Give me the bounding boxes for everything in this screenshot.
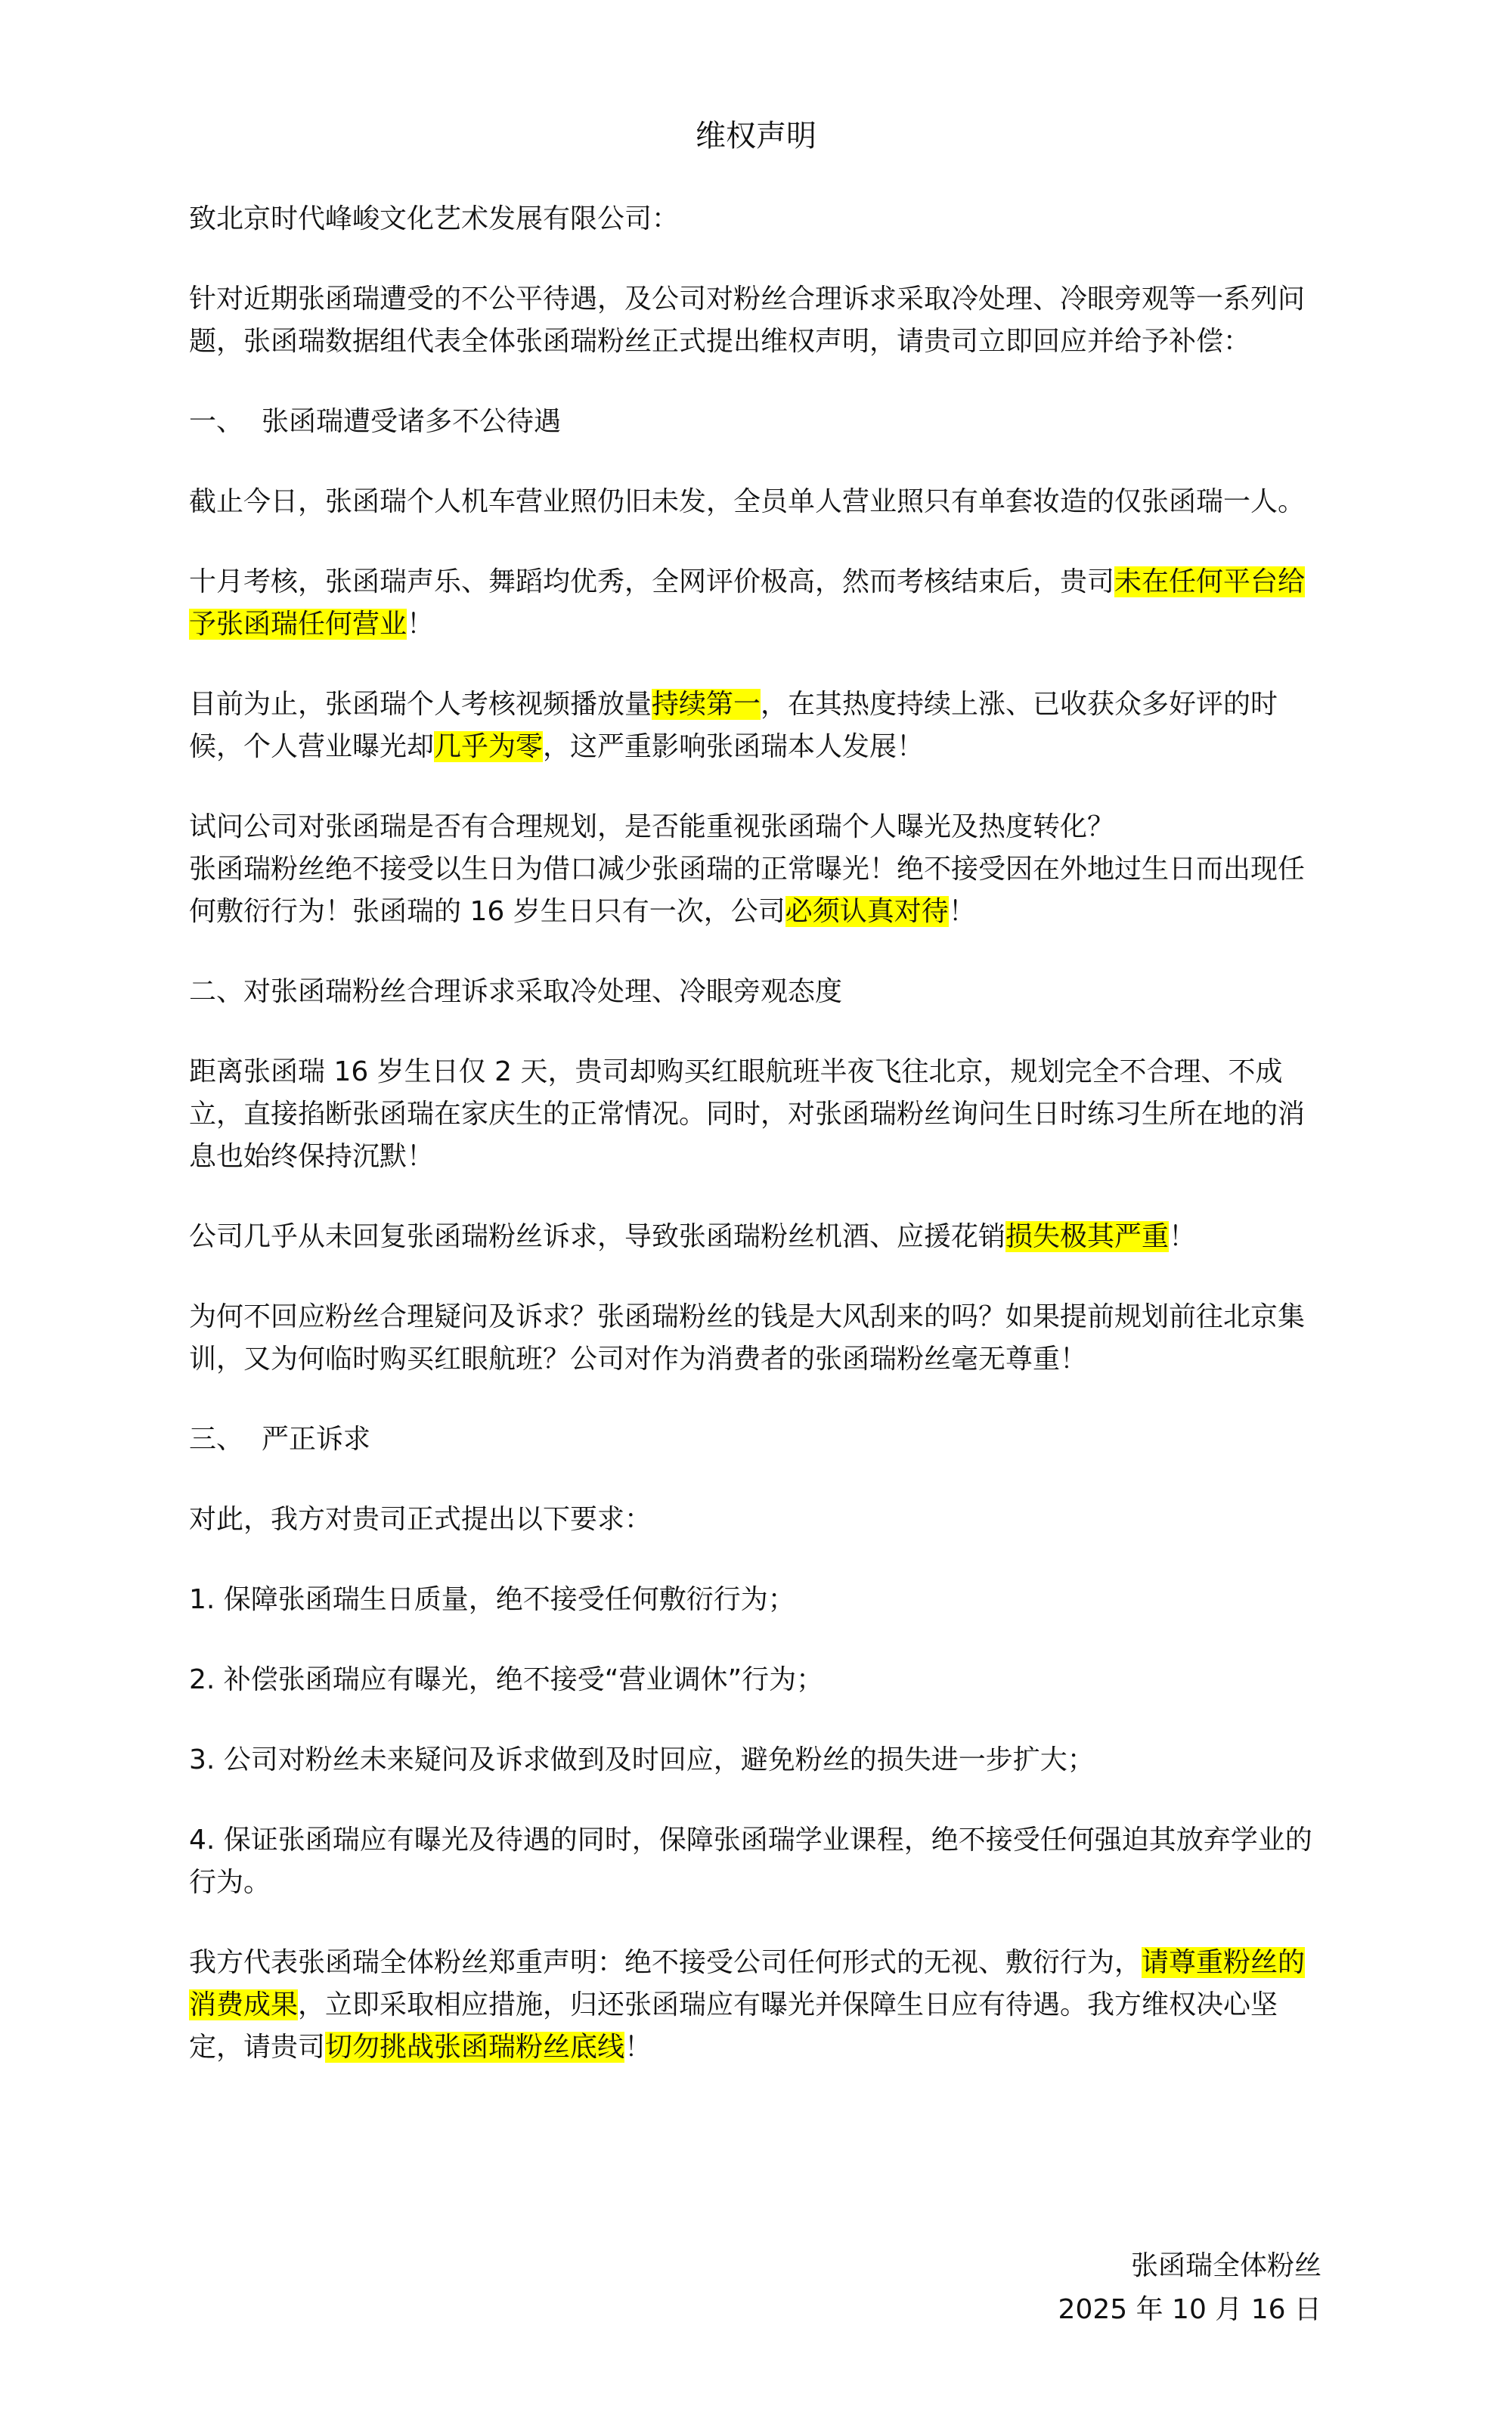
highlight: 切勿挑战张函瑞粉丝底线 — [325, 2032, 625, 2063]
section2-heading — [189, 971, 1323, 1013]
signature-name: 张函瑞全体粉丝 — [1130, 2250, 1321, 2281]
demand-item-2: 2. 补偿张函瑞应有曝光，绝不接受“营业调休”行为； — [189, 1664, 824, 1695]
section2-number: 二、 — [189, 976, 244, 1007]
text-run: ，立即采取相应措施，归还张函瑞应有曝光并保障生日应有待遇。我方维权决心坚定，请贵司 — [189, 1989, 1278, 2063]
text-run: 公司几乎从未回复张函瑞粉丝诉求，导致张函瑞粉丝机酒、应援花销 — [189, 1221, 1006, 1252]
section2-paragraph-3: 为何不回应粉丝合理疑问及诉求？张函瑞粉丝的钱是大风刮来的吗？如果提前规划前往北京集训，又为何临时购买红眼航班？公司对作为消费者的张函瑞粉丝毫无尊重！ — [189, 1301, 1306, 1375]
text-run: 十月考核，张函瑞声乐、舞蹈均优秀，全网评价极高，然而考核结束后，贵司 — [189, 566, 1115, 597]
highlight: 持续第一 — [652, 689, 761, 720]
addressee: 致北京时代峰峻文化艺术发展有限公司： — [189, 203, 680, 234]
document-body — [189, 113, 1323, 2069]
text-run: 张函瑞粉丝绝不接受以生日为借口减少张函瑞的正常曝光！绝不接受因在外地过生日而出现任何敷衍行为！张函瑞的 16 岁生日只有一次，公司 — [189, 854, 1306, 927]
section2-paragraph-1: 距离张函瑞 16 岁生日仅 2 天，贵司却购买红眼航班半夜飞往北京，规划完全不合理、不成立，直接掐断张函瑞在家庆生的正常情况。同时，对张函瑞粉丝询问生日时练习生所在地的消息也始终保持沉默！ — [189, 1056, 1306, 1172]
section3-number: 三、 — [189, 1424, 244, 1455]
text-run: ！ — [948, 896, 976, 927]
text-run: 我方代表张函瑞全体粉丝郑重声明：绝不接受公司任何形式的无视、敷衍行为， — [189, 1947, 1142, 1978]
section1-heading — [189, 401, 1323, 443]
text-run: ！ — [624, 2032, 652, 2063]
section3-heading — [189, 1419, 1323, 1461]
text-run: ，在其热度持续上涨、已收获众多好评的时候，个人营业曝光却 — [189, 689, 1278, 762]
text-run: ！ — [407, 609, 435, 640]
section3-lead: 对此，我方对贵司正式提出以下要求： — [189, 1504, 652, 1535]
highlight: 几乎为零 — [434, 731, 544, 762]
document-title: 维权声明 — [696, 119, 816, 153]
text-run: 目前为止，张函瑞个人考核视频播放量 — [189, 689, 652, 720]
highlight: 未在任何平台给予张函瑞任何营业 — [189, 566, 1306, 640]
section2-title: 对张函瑞粉丝合理诉求采取冷处理、冷眼旁观态度 — [243, 976, 843, 1007]
text-run: ！ — [1169, 1221, 1197, 1252]
section1-title: 张函瑞遭受诸多不公待遇 — [262, 406, 562, 437]
intro-paragraph: 针对近期张函瑞遭受的不公平待遇，及公司对粉丝合理诉求采取冷处理、冷眼旁观等一系列问题，张函瑞数据组代表全体张函瑞粉丝正式提出维权声明，请贵司立即回应并给予补偿： — [189, 284, 1306, 357]
demand-item-4: 4. 保证张函瑞应有曝光及待遇的同时，保障张函瑞学业课程，绝不接受任何强迫其放弃学业的行为。 — [189, 1825, 1312, 1898]
highlight: 必须认真对待 — [785, 896, 949, 927]
section1-paragraph-1: 截止今日，张函瑞个人机车营业照仍旧未发，全员单人营业照只有单套妆造的仅张函瑞一人。 — [189, 486, 1306, 517]
section2-paragraph-2 — [189, 1216, 1323, 1258]
highlight: 请尊重粉丝的消费成果 — [189, 1947, 1306, 2020]
section1-paragraph-3 — [189, 684, 1323, 768]
text-run: ，这严重影响张函瑞本人发展！ — [543, 731, 925, 762]
section3-title: 严正诉求 — [262, 1424, 371, 1455]
section1-number: 一、 — [189, 406, 244, 437]
demand-item-1: 1. 保障张函瑞生日质量，绝不接受任何敷衍行为； — [189, 1584, 795, 1615]
section1-paragraph-4 — [189, 848, 1323, 933]
highlight: 损失极其严重 — [1005, 1221, 1170, 1252]
signature-date: 2025 年 10 月 16 日 — [1058, 2294, 1321, 2325]
signature-block — [1058, 2244, 1321, 2332]
closing-paragraph — [189, 1942, 1323, 2069]
demand-item-3: 3. 公司对粉丝未来疑问及诉求做到及时回应，避免粉丝的损失进一步扩大； — [189, 1744, 1095, 1775]
section1-paragraph-4-line1: 试问公司对张函瑞是否有合理规划，是否能重视张函瑞个人曝光及热度转化？ — [189, 811, 1115, 842]
section1-paragraph-2 — [189, 561, 1323, 646]
